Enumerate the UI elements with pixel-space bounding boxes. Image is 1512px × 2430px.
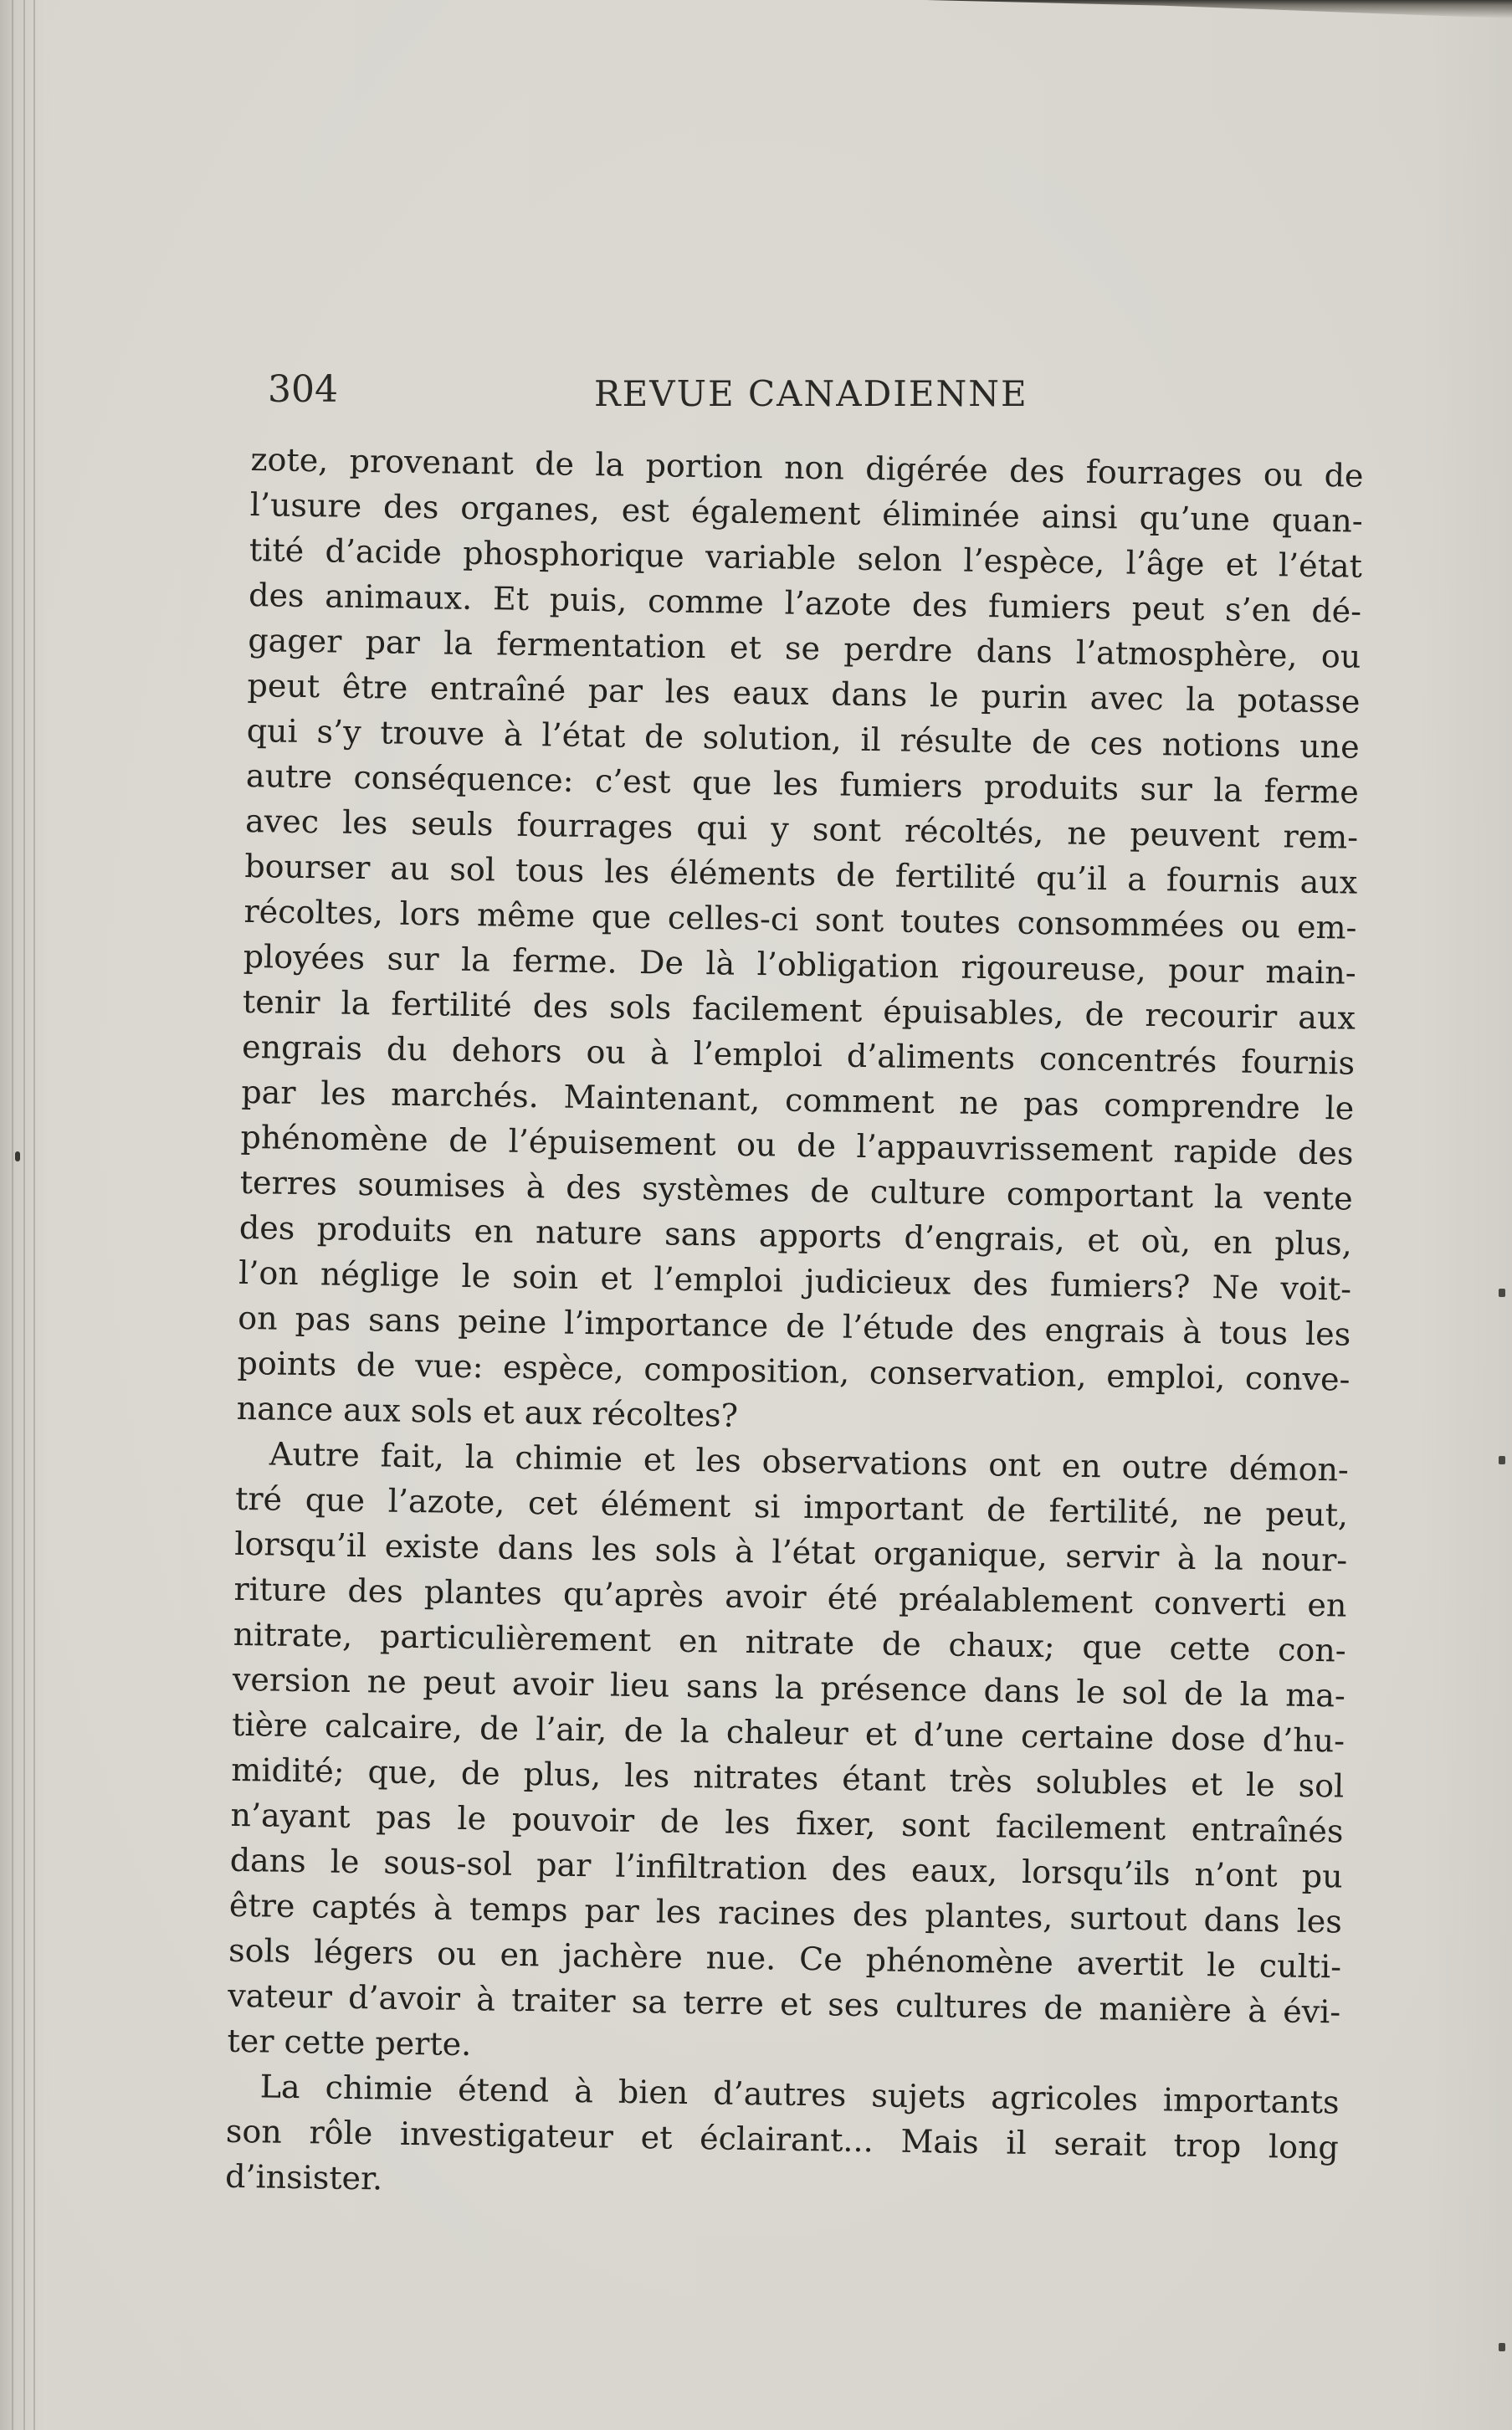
text-line: points de vue: espèce, composition, conservation, emploi, conve- [237,1344,1351,1398]
text-line: vateur d’avoir à traiter sa terre et ses cultures de manière à évi- [228,1976,1341,2031]
text-line: des animaux. Et puis, comme l’azote des fumiers peut s’en dé- [248,576,1362,630]
text-line: nitrate, particulièrement en nitrate de chaux; que cette con- [233,1615,1346,1669]
text-line: qui s’y trouve à l’état de solution, il résulte de ces notions une [246,711,1360,766]
page-edge-line [23,0,25,2430]
text-line: tière calcaire, de l’air, de la chaleur et d’une certaine dose d’hu- [231,1705,1345,1760]
text-line: récoltes, lors même que celles-ci sont toutes consommées ou em- [243,892,1357,946]
text-line: ployées sur la ferme. De là l’obligation rigoureuse, pour main- [243,937,1356,992]
text-line: version ne peut avoir lieu sans la présence dans le sol de la ma- [232,1660,1346,1715]
text-line: son rôle investigateur et éclairant... Mais il serait trop long [225,2112,1340,2166]
text-line: l’on néglige le soin et l’emploi judicieux des fumiers? Ne voit- [238,1253,1352,1308]
text-line: midité; que, de plus, les nitrates étant très solubles et le sol [231,1751,1345,1805]
text-line: terres soumises à des systèmes de culture comportant la vente [239,1163,1353,1218]
text-line: par les marchés. Maintenant, comment ne pas comprendre le [241,1073,1355,1127]
running-head: REVUE CANADIENNE [594,373,1028,414]
text-line: on pas sans peine l’importance de l’étude des engrais à tous les [238,1299,1351,1353]
text-line: nance aux sols et aux récoltes? [236,1389,739,1434]
text-line: avec les seuls fourrages qui y sont récoltés, ne peuvent rem- [244,802,1359,856]
page-number: 304 [268,368,338,411]
text-line: phénomène de l’épuisement ou de l’appauvrissement rapide des [240,1118,1354,1172]
text-line: l’usure des organes, est également éliminée ainsi qu’une quan- [249,485,1363,540]
text-line: ter cette perte. [227,2022,472,2063]
text-line: tité d’acide phosphorique variable selon l’espèce, l’âge et l’état [249,531,1363,585]
text-line: gager par la fermentation et se perdre dans l’atmosphère, ou [248,621,1361,675]
text-line: La chimie étend à bien d’autres sujets agricoles importants [259,2068,1340,2121]
text-line: riture des plantes qu’après avoir été préalablement converti en [233,1570,1347,1624]
margin-mark [15,1151,20,1161]
text-line: zote, provenant de la portion non digérée des fourrages ou de [250,440,1364,495]
text-line: Autre fait, la chimie et les observations ont en outre démon- [269,1435,1350,1489]
text-line: lorsqu’il existe dans les sols à l’état organique, servir à la nour- [234,1525,1348,1579]
text-line: dans le sous-sol par l’infiltration des eaux, lorsqu’ils n’ont pu [229,1841,1343,1895]
text-line: n’ayant pas le pouvoir de les fixer, sont facilement entraînés [230,1796,1344,1850]
page-header [259,368,1381,418]
text-line: engrais du dehors ou à l’emploi d’aliments concentrés fournis [241,1028,1356,1082]
text-line: d’insister. [224,2157,383,2197]
text-line: sols légers ou en jachère nue. Ce phénomène avertit le culti- [228,1931,1342,1986]
article-body [225,437,1364,2215]
text-line: des produits en nature sans apports d’engrais, et où, en plus, [238,1208,1353,1263]
text-line: tenir la fertilité des sols facilement épuisables, de recourir aux [242,982,1356,1037]
text-line: bourser au sol tous les éléments de fertilité qu’il a fournis aux [244,847,1358,901]
text-line: être captés à temps par les racines des plantes, surtout dans les [228,1886,1343,1940]
edge-mark [1499,1289,1505,1297]
edge-mark [1499,1456,1505,1464]
page-edge-line [33,0,35,2430]
text-line: autre conséquence: c’est que les fumiers produits sur la ferme [245,756,1360,811]
text-line: peut être entraîné par les eaux dans le purin avec la potasse [247,666,1361,720]
edge-mark [1499,2343,1505,2351]
page-edge-line [12,0,13,2430]
top-edge-shadow [926,0,1512,18]
text-line: tré que l’azote, cet élément si important de fertilité, ne peut, [234,1479,1349,1534]
